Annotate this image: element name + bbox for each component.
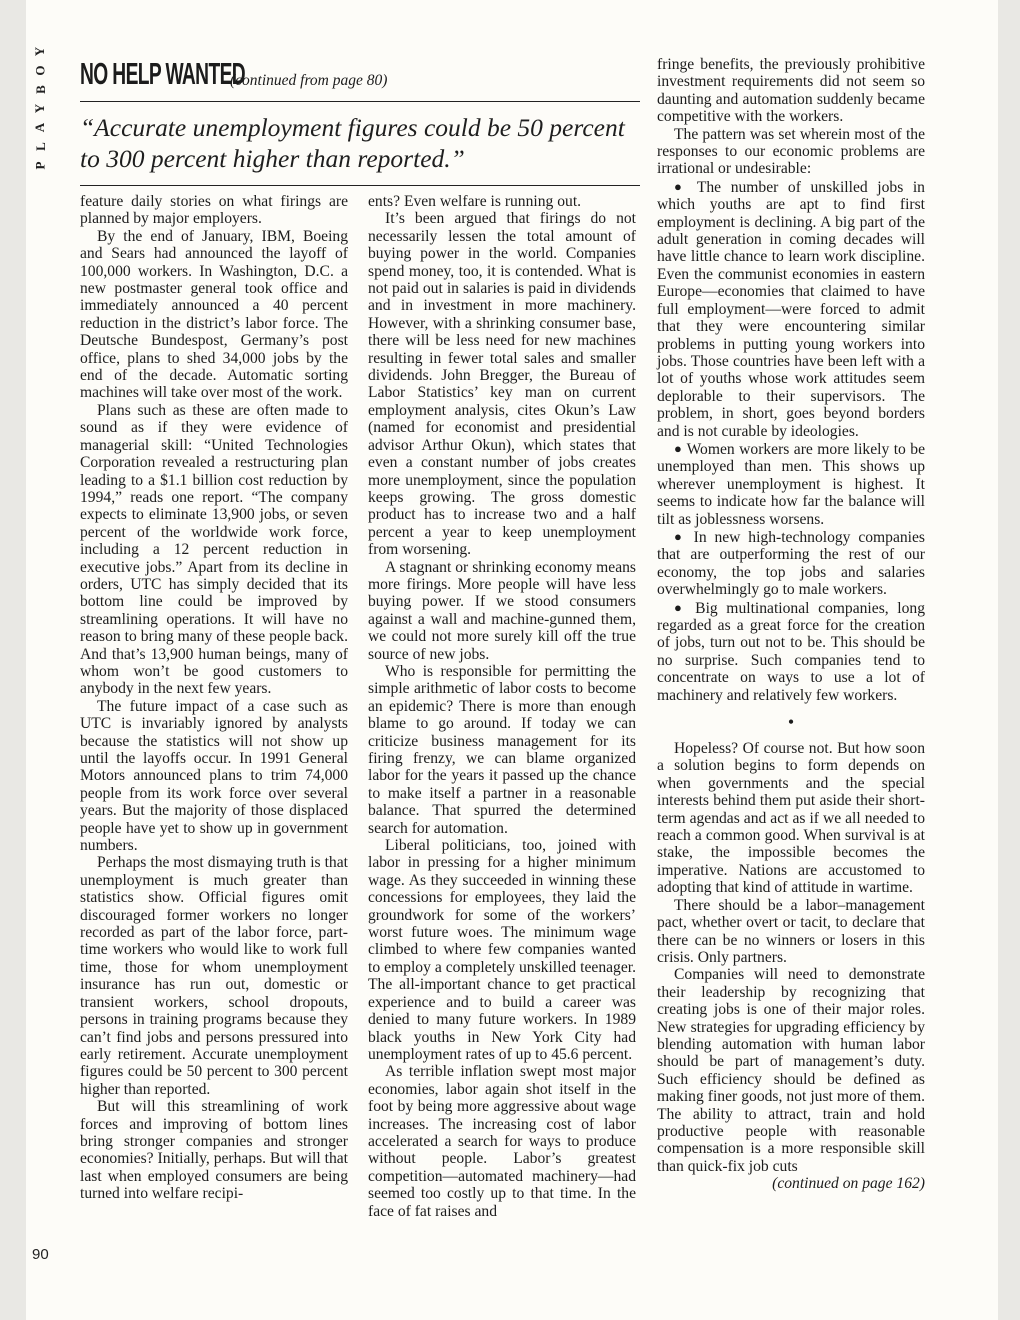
bullet-text: In new high-technology companies that are outperforming the rest of our economy, the top jobs and salaries overwhelmingly go to male workers. <box>657 528 925 599</box>
bullet-icon: ● <box>674 528 686 544</box>
magazine-letter: Y <box>32 103 48 114</box>
paragraph: The pattern was set wherein most of the responses to our economic problems are irrational or undesirable: <box>657 125 925 178</box>
column-2 <box>368 193 636 1220</box>
column-3 <box>657 56 925 1193</box>
bullet-text: Big multinational companies, long regarded as a great force for the creation of jobs, turn out not to be. This should be no surprise. Such companies tend to concentrate on ways to use a lot of machinery and relatively few workers. <box>657 599 925 704</box>
paragraph: There should be a labor–management pact, whether overt or tacit, to declare that there can be no winners or losers in this crisis. Only partners. <box>657 896 925 966</box>
magazine-letter: L <box>32 142 48 151</box>
paragraph: Plans such as these are often made to sound as if they were evidence of managerial skill: “United Technologies Corporation revealed a restructuring plan leading to a $1.1 billion cost reduction by 1994,” reads one report. “The company expects to eliminate 13,900 jobs, or seven percent of the worldwide work force, including a 12 percent reduction in executive jobs.” Apart from its decline in orders, UTC has simply decided that its bottom line could be improved by streamlining operations. It will have no reason to bring many of these people back. And that’s 13,900 human beings, many of whom won’t be good customers to anybody in the next few years. <box>80 401 348 698</box>
bullet-paragraph <box>657 528 925 599</box>
header-rule <box>80 101 640 102</box>
paragraph: feature daily stories on what firings are planned by major employers. <box>80 193 348 228</box>
paragraph: Hopeless? Of course not. But how soon a solution begins to form depends on when governments and the special interests behind them put aside their short-term agendas and act as if we all needed to reach a common good. When survival is at stake, the impossible becomes the imperative. Nations are accustomed to adopting that kind of attitude in wartime. <box>657 740 925 897</box>
column-1 <box>80 193 348 1203</box>
continued-from-note: (continued from page 80) <box>230 72 388 89</box>
magazine-name-vertical <box>32 42 48 175</box>
section-break-dot: • <box>787 712 795 733</box>
paragraph: ents? Even welfare is running out. <box>368 193 582 210</box>
paragraph: Perhaps the most dismaying truth is that unemployment is much greater than statistics show. Official figures omit discouraged former workers no longer recorded as part of the labor force, part-time workers who would like to work full time, those for whom unemployment insurance has run out, domestic or transient workers, school dropouts, persons in training programs because they can’t find jobs and persons pressured into early retirement. Accurate unemployment figures could be 50 percent to 300 percent higher than reported. <box>80 854 348 1098</box>
magazine-letter: Y <box>32 46 48 57</box>
bullet-icon: ● <box>674 178 688 194</box>
paragraph: But will this streamlining of work forces and improving of bottom lines bring stronger companies and stronger economies? Initially, perhaps. But will that last when employed consumers are being turned into welfare recipi- <box>80 1098 348 1203</box>
magazine-letter: B <box>32 85 48 94</box>
paragraph: Who is responsible for permitting the simple arithmetic of labor costs to become an epidemic? There is more than enough blame to go around. If today we can criticize business management for its firing frenzy, we can blame organized labor for the years it passed up the chance to make itself a partner in a reasonable balance. That spurred the determined search for automation. <box>368 662 636 837</box>
paragraph: By the end of January, IBM, Boeing and Sears had announced the layoff of 100,000 workers. In Washington, D.C. a new postmaster general took office and immediately announced a 40 percent reduction in the district’s labor force. The Deutsche Bundespost, Germany’s post office, plans to shed 34,000 jobs by the end of the decade. Automatic sorting machines will take over most of the work. <box>80 227 348 402</box>
paragraph: Liberal politicians, too, joined with labor in pressing for a higher minimum wage. As they succeeded in winning these concessions for employees, they laid the groundwork for some of the workers’ worst future woes. The minimum wage climbed to where few companies wanted to employ a completely unskilled teenager. The all-important chance to get practical experience and to build a career was denied to many future workers. In 1989 black youths in New York City had unemployment rates of up to 45.6 percent. <box>368 837 636 1063</box>
paragraph: The future impact of a case such as UTC is invariably ignored by analysts because the statistics will not show up until the layoffs occur. In 1991 General Motors announced plans to trim 74,000 people from its work force over several years. But the majority of those displaced people have yet to show up in government numbers. <box>80 697 348 855</box>
page-edge-right <box>998 0 1020 1320</box>
paragraph: fringe benefits, the previously prohibitive investment requirements did not seem so daunting and automation suddenly became competitive with the workers. <box>657 56 925 126</box>
article-header <box>80 56 640 100</box>
continued-on-note: (continued on page 162) <box>772 1175 925 1193</box>
magazine-letter: O <box>32 65 48 76</box>
pull-quote-rule <box>80 185 640 186</box>
article-title: NO HELP WANTED <box>80 56 246 91</box>
bullet-paragraph <box>657 440 925 528</box>
bullet-text: Women workers are more likely to be unemployed than men. This shows up wherever unemployment is highest. It seems to indicate how far the balance will tilt as joblessness worsens. <box>657 440 926 528</box>
bullet-icon: ● <box>674 599 687 615</box>
page-number: 90 <box>32 1246 49 1263</box>
bullet-icon: ● <box>674 440 683 456</box>
paragraph: It’s been argued that firings do not necessarily lessen the total amount of buying power in the world. Companies spend money, too, it is contended. What is not paid out in salaries is paid in dividends and in investment in more machinery. However, with a shrinking consumer base, there will be less need for new machines resulting in fewer total sales and smaller dividends. John Bregger, the Bureau of Labor Statistics’ key man on current employment analysis, cites Okun’s Law (named for economist and presidential advisor Arthur Okun), which states that even a constant number of jobs creates more unemployment, since the population keeps growing. The gross domestic product has to increase two and a half percent a year to keep unemployment from worsening. <box>368 210 636 559</box>
paragraph: As terrible inflation swept most major economies, labor again shot itself in the foot by being more aggressive about wage increases. The increasing cost of labor accelerated a search for ways to produce without people. Labor’s greatest competition—automated machinery—had seemed too costly up to that time. In the face of fat raises and <box>368 1063 636 1220</box>
paragraph: Companies will need to demonstrate their leadership by recognizing that creating jobs is one of their major roles. New strategies for upgrading efficiency by blending automation with human labor should be part of management’s duty. Such efficiency should be defined as making finer goods, not just more of them. The ability to attract, train and hold productive people with reasonable compensation is a more responsible skill than quick-fix job cuts <box>657 966 925 1175</box>
page-edge-left <box>0 0 26 1320</box>
magazine-letter: A <box>32 122 48 133</box>
bullet-paragraph <box>657 599 925 704</box>
bullet-text: The number of unskilled jobs in which youths are apt to find first employment is declining. A big part of the adult generation in coming decades will have little chance to learn work discipline. Even the communist economies in eastern Europe—economies that claimed to have full employment—were forced to admit that they were encountering similar problems in putting young workers into jobs. Those countries have been left with a lot of youths whose work attitudes seem deplorable to their supervisors. The problem, in short, goes beyond borders and is not curable by ideologies. <box>657 178 925 440</box>
bullet-paragraph <box>657 178 925 440</box>
magazine-letter: P <box>32 161 48 170</box>
pull-quote: “Accurate unemployment figures could be 50 percent to 300 percent higher than reported.” <box>80 113 625 173</box>
paragraph: A stagnant or shrinking economy means more firings. More people will have less buying power. If we stood consumers against a wall and machine-gunned them, we could not more surely kill off the true source of new jobs. <box>368 558 636 663</box>
